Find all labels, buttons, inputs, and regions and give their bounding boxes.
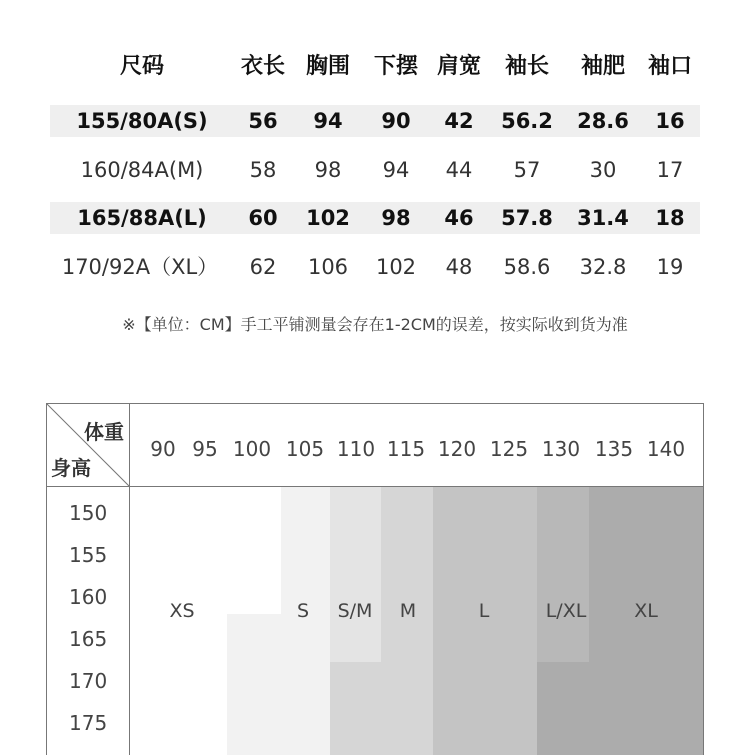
value-cell: 106 bbox=[307, 255, 349, 279]
value-cell: 57.8 bbox=[501, 206, 553, 230]
value-cell: 46 bbox=[444, 206, 474, 230]
weight-tick: 100 bbox=[232, 437, 272, 461]
size-cell: 160/84A(M) bbox=[80, 158, 204, 182]
value-cell: 30 bbox=[589, 158, 617, 182]
header-sleeve-length: 袖长 bbox=[504, 54, 550, 79]
table-header-row bbox=[50, 51, 700, 83]
value-cell: 18 bbox=[655, 206, 685, 230]
weight-tick: 120 bbox=[437, 437, 477, 461]
value-cell: 17 bbox=[656, 158, 684, 182]
value-cell: 98 bbox=[381, 206, 411, 230]
value-cell: 31.4 bbox=[577, 206, 629, 230]
height-tick: 155 bbox=[69, 543, 108, 567]
weight-tick: 115 bbox=[386, 437, 426, 461]
weight-tick: 95 bbox=[192, 437, 218, 461]
value-cell: 56 bbox=[248, 109, 278, 133]
size-cell: 155/80A(S) bbox=[76, 109, 208, 133]
zone-lxl bbox=[537, 487, 589, 662]
value-cell: 57 bbox=[513, 158, 541, 182]
weight-tick: 135 bbox=[594, 437, 634, 461]
size-label-sm: S/M bbox=[337, 600, 373, 622]
value-cell: 16 bbox=[655, 109, 685, 133]
size-cell: 170/92A（XL） bbox=[61, 255, 219, 279]
height-tick: 165 bbox=[69, 627, 108, 651]
weight-axis-label: 体重 bbox=[84, 420, 124, 444]
header-hem: 下摆 bbox=[373, 54, 419, 79]
value-cell: 90 bbox=[381, 109, 411, 133]
weight-tick: 130 bbox=[541, 437, 581, 461]
header-divider bbox=[47, 486, 703, 487]
value-cell: 32.8 bbox=[579, 255, 627, 279]
height-tick: 175 bbox=[69, 711, 108, 735]
height-tick: 160 bbox=[69, 585, 108, 609]
header-chest: 胸围 bbox=[305, 54, 351, 79]
size-label-s: S bbox=[296, 600, 310, 622]
value-cell: 98 bbox=[314, 158, 342, 182]
size-label-l: L bbox=[478, 600, 490, 622]
table-row bbox=[50, 105, 700, 137]
height-tick: 170 bbox=[69, 669, 108, 693]
value-cell: 28.6 bbox=[577, 109, 629, 133]
size-label-xs: XS bbox=[169, 600, 195, 622]
unit-note: ※【单位：CM】手工平铺测量会存在1-2CM的误差，按实际收到货为准 bbox=[122, 315, 628, 334]
value-cell: 94 bbox=[313, 109, 343, 133]
weight-tick: 125 bbox=[489, 437, 529, 461]
weight-tick: 105 bbox=[285, 437, 325, 461]
value-cell: 58 bbox=[249, 158, 277, 182]
table-row bbox=[50, 202, 700, 234]
weight-tick: 140 bbox=[646, 437, 686, 461]
value-cell: 56.2 bbox=[501, 109, 553, 133]
value-cell: 62 bbox=[249, 255, 277, 279]
header-size: 尺码 bbox=[119, 54, 165, 79]
value-cell: 102 bbox=[306, 206, 350, 230]
zone-m-lower bbox=[330, 662, 381, 755]
value-cell: 48 bbox=[445, 255, 473, 279]
table-row bbox=[50, 154, 700, 186]
zone-s bbox=[227, 614, 281, 755]
size-label-m: M bbox=[399, 600, 417, 622]
weight-tick: 90 bbox=[150, 437, 176, 461]
table-row bbox=[50, 251, 700, 283]
value-cell: 19 bbox=[656, 255, 684, 279]
size-cell: 165/88A(L) bbox=[77, 206, 207, 230]
value-cell: 58.6 bbox=[503, 255, 551, 279]
value-cell: 94 bbox=[382, 158, 410, 182]
size-recommendation-chart bbox=[46, 403, 704, 755]
header-length: 衣长 bbox=[240, 54, 286, 79]
value-cell: 42 bbox=[444, 109, 474, 133]
height-axis-label: 身高 bbox=[51, 456, 91, 480]
value-cell: 60 bbox=[248, 206, 278, 230]
header-sleeve-width: 袖肥 bbox=[580, 54, 626, 79]
zone-xl-lower bbox=[537, 662, 589, 755]
weight-tick: 110 bbox=[336, 437, 376, 461]
size-label-xl: XL bbox=[634, 600, 658, 622]
value-cell: 102 bbox=[375, 255, 417, 279]
header-shoulder: 肩宽 bbox=[436, 54, 482, 79]
value-cell: 44 bbox=[445, 158, 473, 182]
height-tick: 150 bbox=[69, 501, 108, 525]
header-cuff: 袖口 bbox=[647, 54, 693, 79]
size-label-lxl: L/XL bbox=[545, 600, 587, 622]
